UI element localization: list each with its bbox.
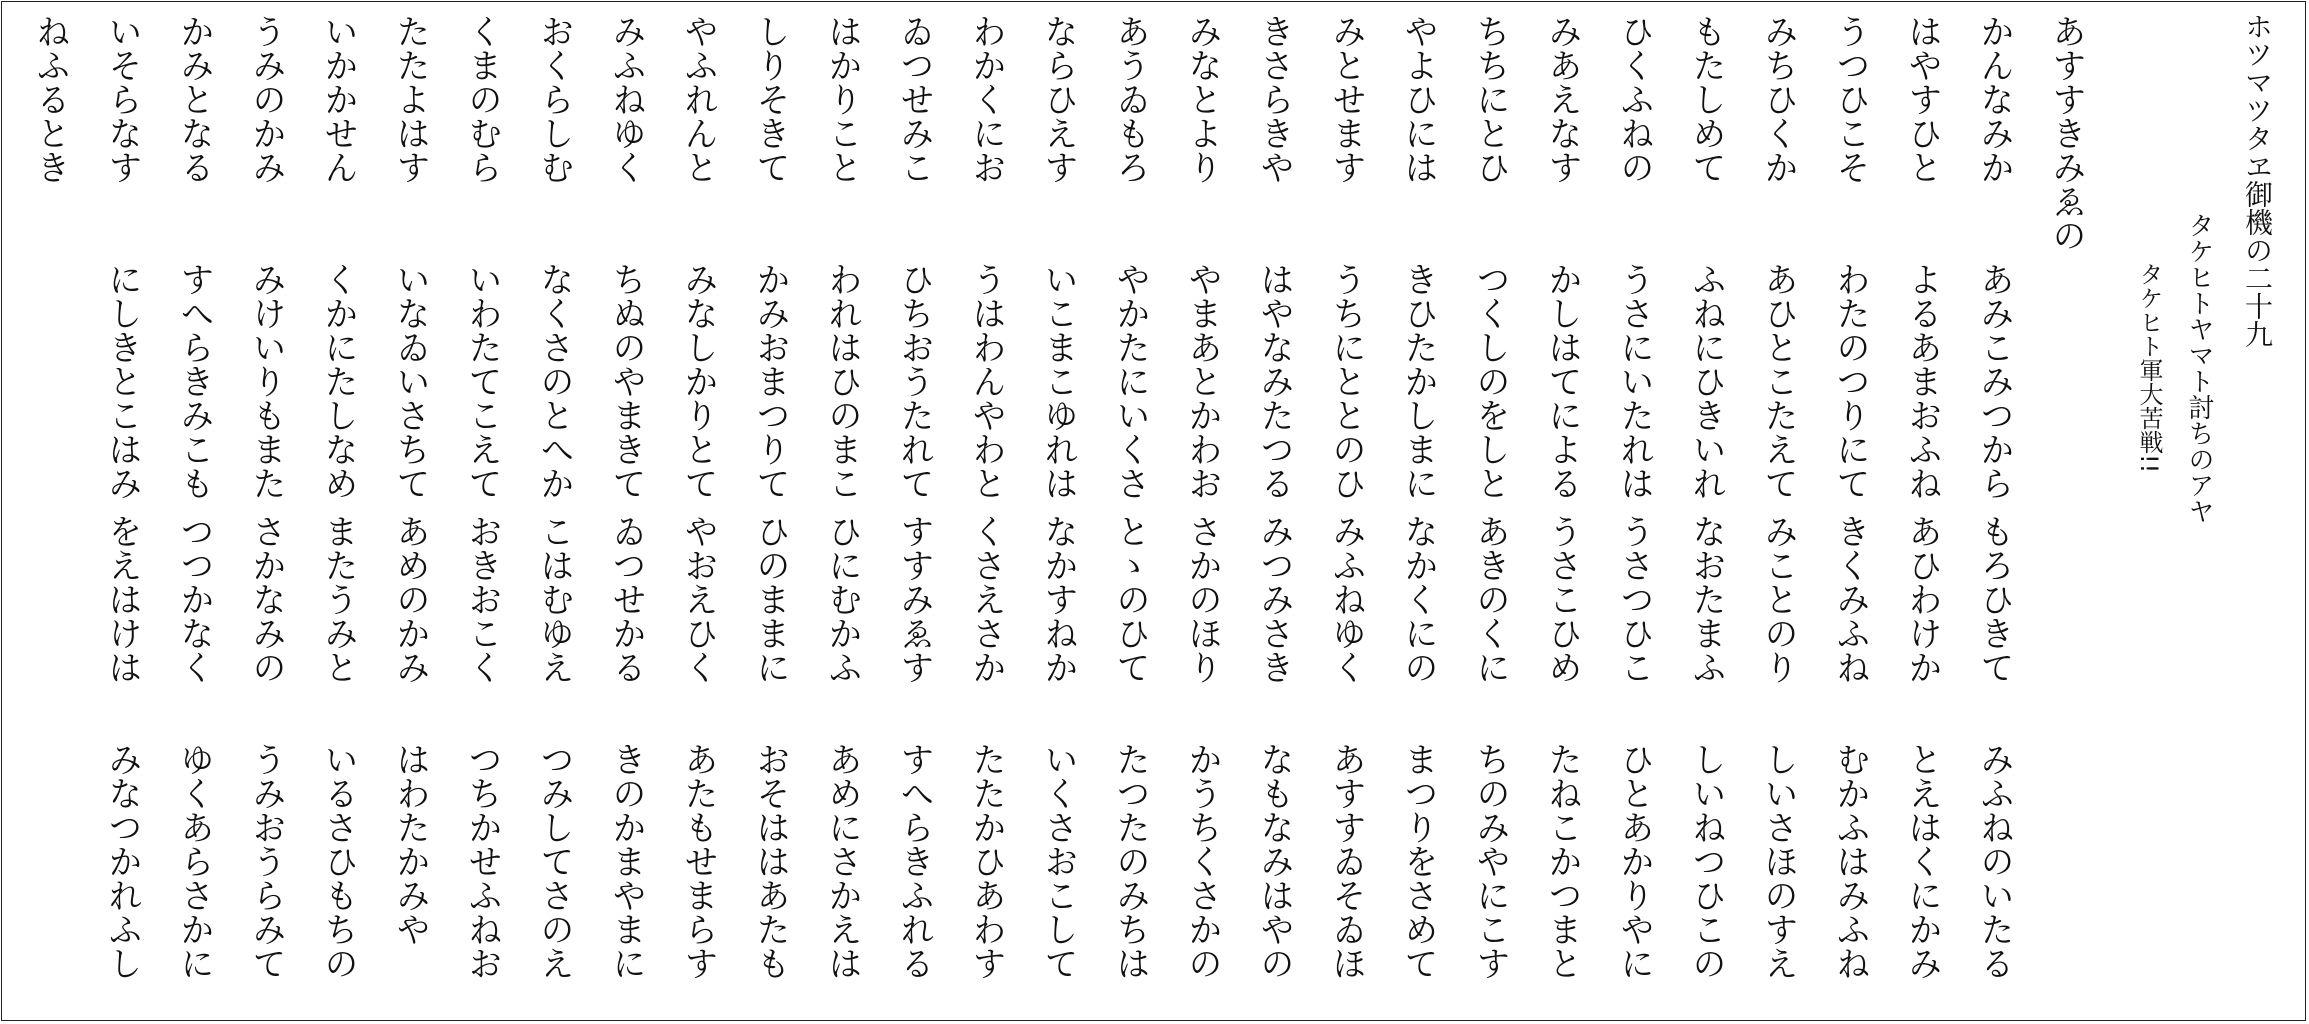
page-subtitle: タケヒトヤマト討ちのアヤ xyxy=(2184,212,2214,524)
poem-phrase: みふねゆく xyxy=(606,14,646,184)
poem-phrase: こはむゆえ xyxy=(534,514,574,684)
poem-phrase: かんなみか xyxy=(1974,14,2014,184)
poem-phrase: やふれんと xyxy=(678,14,718,184)
poem-column xyxy=(1965,14,2023,1004)
poem-column xyxy=(1389,14,1447,1004)
poem-phrase: まつりをさめて xyxy=(1398,742,1438,980)
poem-phrase: たねこかつまと xyxy=(1542,742,1582,980)
poem-phrase: なかくにの xyxy=(1398,514,1438,684)
poem-phrase: みふねゆく xyxy=(1326,514,1366,684)
poem-phrase: みなつかれふし xyxy=(102,742,142,980)
poem-phrase: きひたかしまに xyxy=(1398,262,1438,500)
poem-phrase: おきおこく xyxy=(462,514,502,684)
poem-phrase: みなとより xyxy=(1182,14,1222,184)
poem-phrase: いこまこゆれは xyxy=(1038,262,1078,500)
poem-phrase: たたよはす xyxy=(390,14,430,184)
poem-phrase: もろひきて xyxy=(1974,514,2014,684)
poem-phrase: きくみふね xyxy=(1830,514,1870,684)
poem-phrase: かみおまつりて xyxy=(750,262,790,500)
poem-phrase: あみこみつから xyxy=(1974,262,2014,500)
poem-phrase: はやすひと xyxy=(1902,14,1942,184)
poem-phrase: あすすきみゑの xyxy=(2046,14,2086,252)
poem-phrase: とゝのひて xyxy=(1110,514,1150,684)
poem-phrase: くかにたしなめ xyxy=(318,262,358,500)
poem-phrase: いくさおこして xyxy=(1038,742,1078,980)
document-page xyxy=(1,1,2306,1021)
poem-phrase: なもなみはやの xyxy=(1254,742,1294,980)
poem-phrase: いわたてこえて xyxy=(462,262,502,500)
poem-phrase: みあえなす xyxy=(1542,14,1582,184)
poem-phrase: ゐつせみこ xyxy=(894,14,934,184)
poem-phrase: つくしのをしと xyxy=(1470,262,1510,500)
poem-column xyxy=(453,14,511,1004)
poem-column xyxy=(741,14,799,1004)
poem-phrase: すすみゑす xyxy=(894,514,934,684)
poem-phrase: もたしめて xyxy=(1686,14,1726,184)
poem-column xyxy=(1533,14,1591,1004)
poem-phrase: おそははあたも xyxy=(750,742,790,980)
poem-phrase: うはわんやわと xyxy=(966,262,1006,500)
poem-phrase: いかかせん xyxy=(318,14,358,184)
poem-phrase: おくらしむ xyxy=(534,14,574,184)
poem-phrase: みなしかりとて xyxy=(678,262,718,500)
poem-phrase: しいねつひこの xyxy=(1686,742,1726,980)
poem-column xyxy=(525,14,583,1004)
poem-phrase: わたのつりにて xyxy=(1830,262,1870,500)
poem-phrase: みとせます xyxy=(1326,14,1366,184)
poem-column xyxy=(309,14,367,1004)
poem-phrase: ひくふねの xyxy=(1614,14,1654,184)
poem-column xyxy=(597,14,655,1004)
poem-phrase: しりそきて xyxy=(750,14,790,184)
poem-phrase: しいさほのすえ xyxy=(1758,742,1798,980)
poem-phrase: かみとなる xyxy=(174,14,214,184)
poem-phrase: いそらなす xyxy=(102,14,142,184)
poem-phrase: つちかせふねお xyxy=(462,742,502,980)
poem-column xyxy=(1245,14,1303,1004)
poem-phrase: かしはてによる xyxy=(1542,262,1582,500)
poem-phrase: つつかなく xyxy=(174,514,214,684)
poem-phrase: なおたまふ xyxy=(1686,514,1726,684)
page-title: ホツマツタヱ御機の二十九 xyxy=(2241,12,2274,348)
poem-phrase: ならひえす xyxy=(1038,14,1078,184)
poem-phrase: つみしてさのえ xyxy=(534,742,574,980)
poem-column xyxy=(1461,14,1519,1004)
poem-phrase: ゐつせかる xyxy=(606,514,646,684)
poem-phrase: きさらきや xyxy=(1254,14,1294,184)
poem-phrase: さかなみの xyxy=(246,514,286,684)
poem-phrase: くまのむら xyxy=(462,14,502,184)
poem-phrase: すへらきみこも xyxy=(174,262,214,500)
poem-phrase: ちちにとひ xyxy=(1470,14,1510,184)
poem-phrase: ひとあかりやに xyxy=(1614,742,1654,980)
poem-phrase: はやなみたつる xyxy=(1254,262,1294,500)
poem-phrase: うさつひこ xyxy=(1614,514,1654,684)
poem-phrase: くさえさか xyxy=(966,514,1006,684)
poem-phrase: いるさひもちの xyxy=(318,742,358,980)
poem-phrase: なかすねか xyxy=(1038,514,1078,684)
poem-phrase: またうみと xyxy=(318,514,358,684)
poem-phrase: うちにととのひ xyxy=(1326,262,1366,500)
poem-column xyxy=(237,14,295,1004)
poem-body xyxy=(21,14,2095,1014)
poem-column xyxy=(2037,14,2095,1004)
poem-phrase: みけいりもまた xyxy=(246,262,286,500)
poem-phrase: みちひくか xyxy=(1758,14,1798,184)
poem-column xyxy=(1893,14,1951,1004)
poem-phrase: あひとこたえて xyxy=(1758,262,1798,500)
poem-phrase: あたもせまらす xyxy=(678,742,718,980)
poem-phrase: みつみさき xyxy=(1254,514,1294,684)
poem-column xyxy=(1677,14,1735,1004)
poem-column xyxy=(1605,14,1663,1004)
poem-column xyxy=(1029,14,1087,1004)
poem-phrase: あうゐもろ xyxy=(1110,14,1150,184)
poem-column xyxy=(669,14,727,1004)
poem-phrase: あすすゐそゐほ xyxy=(1326,742,1366,980)
poem-phrase: かうちくさかの xyxy=(1182,742,1222,980)
poem-phrase: にしきとこはみ xyxy=(102,262,142,500)
poem-phrase: あひわけか xyxy=(1902,514,1942,684)
poem-phrase: ちぬのやまきて xyxy=(606,262,646,500)
page-subtitle-secondary: タケヒト軍大苦戦!! xyxy=(2135,262,2163,474)
poem-column xyxy=(21,14,79,1004)
poem-phrase: ゆくあらさかに xyxy=(174,742,214,980)
poem-phrase: ちのみやにこす xyxy=(1470,742,1510,980)
poem-phrase: すへらきふれる xyxy=(894,742,934,980)
poem-phrase: うみのかみ xyxy=(246,14,286,184)
poem-phrase: たつたのみちは xyxy=(1110,742,1150,980)
poem-column xyxy=(1101,14,1159,1004)
poem-phrase: あめのかみ xyxy=(390,514,430,684)
poem-phrase: むかふはみふね xyxy=(1830,742,1870,980)
poem-column xyxy=(813,14,871,1004)
poem-column xyxy=(1173,14,1231,1004)
poem-column xyxy=(93,14,151,1004)
poem-phrase: みことのり xyxy=(1758,514,1798,684)
poem-phrase: ひにむかふ xyxy=(822,514,862,684)
poem-phrase: とえはくにかみ xyxy=(1902,742,1942,980)
poem-column xyxy=(1821,14,1879,1004)
poem-phrase: うつひこそ xyxy=(1830,14,1870,184)
poem-phrase: やよひには xyxy=(1398,14,1438,184)
poem-phrase: やまあとかわお xyxy=(1182,262,1222,500)
poem-column xyxy=(957,14,1015,1004)
poem-phrase: いなゐいさちて xyxy=(390,262,430,500)
poem-phrase: なくさのとへか xyxy=(534,262,574,500)
poem-column xyxy=(1317,14,1375,1004)
poem-column xyxy=(885,14,943,1004)
poem-phrase: よるあまおふね xyxy=(1902,262,1942,500)
poem-phrase: あめにさかえは xyxy=(822,742,862,980)
poem-phrase: われはひのまこ xyxy=(822,262,862,500)
title-block xyxy=(2115,12,2275,572)
poem-phrase: ねふるとき xyxy=(30,14,70,184)
poem-phrase: さかのほり xyxy=(1182,514,1222,684)
poem-phrase: うさにいたれは xyxy=(1614,262,1654,500)
poem-column xyxy=(165,14,223,1004)
poem-phrase: たたかひあわす xyxy=(966,742,1006,980)
poem-phrase: はわたかみや xyxy=(390,742,430,946)
poem-column xyxy=(1749,14,1807,1004)
poem-phrase: ひのままに xyxy=(750,514,790,684)
poem-column xyxy=(381,14,439,1004)
poem-phrase: ふねにひきいれ xyxy=(1686,262,1726,500)
poem-phrase: やおえひく xyxy=(678,514,718,684)
poem-phrase: うみおうらみて xyxy=(246,742,286,980)
poem-phrase: はかりこと xyxy=(822,14,862,184)
poem-phrase: うさこひめ xyxy=(1542,514,1582,684)
poem-phrase: みふねのいたる xyxy=(1974,742,2014,980)
poem-phrase: あきのくに xyxy=(1470,514,1510,684)
poem-phrase: をえはけは xyxy=(102,514,142,684)
poem-phrase: きのかまやまに xyxy=(606,742,646,980)
poem-phrase: わかくにお xyxy=(966,14,1006,184)
poem-phrase: ひちおうたれて xyxy=(894,262,934,500)
poem-phrase: やかたにいくさ xyxy=(1110,262,1150,500)
